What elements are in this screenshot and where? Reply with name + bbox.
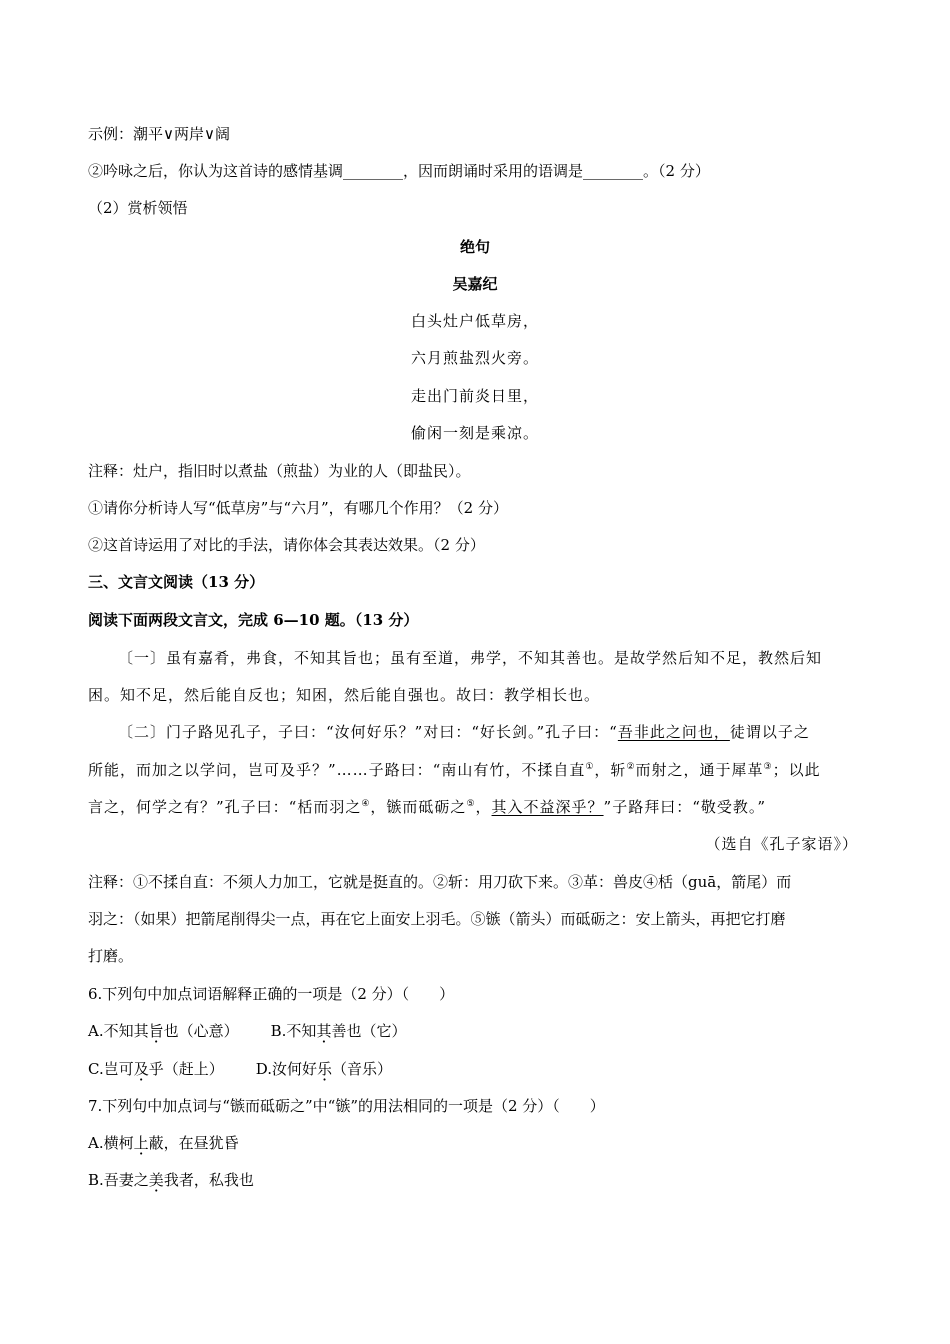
poem-author: 吴嘉纪: [452, 275, 498, 293]
poem-question-1: ①请你分析诗人写“低草房”与“六月”，有哪几个作用？（2 分）: [88, 499, 508, 517]
question-6-options-cd: [88, 1059, 392, 1079]
question-7-stem: 7.下列句中加点词与“镞而砥砺之”中“镞”的用法相同的一项是（2 分）（ ）: [88, 1097, 605, 1115]
question-6-stem: 6.下列句中加点词语解释正确的一项是（2 分）（ ）: [88, 985, 455, 1003]
poem-title: 绝句: [459, 238, 490, 256]
passage-note: 打磨。: [88, 947, 134, 965]
section-appreciation: （2）赏析领悟: [88, 199, 188, 217]
poem-line: 白头灶户低草房，: [410, 312, 539, 330]
poem-note: 注释：灶户，指旧时以煮盐（煎盐）为业的人（即盐民）。: [88, 462, 471, 480]
underlined-sentence: 其入不益深乎？: [491, 798, 604, 816]
question-6-options-ab: [88, 1021, 406, 1041]
reading-instruction: 阅读下面两段文言文，完成 6—10 题。（13 分）: [88, 611, 419, 629]
source-citation: （选自《孔子家语》）: [705, 835, 858, 853]
option-d: D.汝何好乐（音乐）: [255, 1060, 393, 1078]
option-b: B.不知其善也（它）: [270, 1022, 407, 1040]
example-line: 示例：潮平∨两岸∨阔: [88, 125, 230, 143]
passage1-line: 困。知不足，然后能自反也；知困，然后能自强也。故曰：教学相长也。: [88, 686, 601, 704]
passage1-line: 〔一〕虽有嘉肴，弗食，不知其旨也；虽有至道，弗学，不知其善也。是故学然后知不足，教然后知: [118, 649, 823, 667]
section-heading: 三、文言文阅读（13 分）: [88, 573, 265, 591]
question-tone: ②吟咏之后，你认为这首诗的感情基调________，因而朗诵时采用的语调是________。（2 分）: [88, 162, 710, 180]
option-c: C.岂可及乎（赶上）: [88, 1060, 224, 1078]
passage-note: 注释：①不揉自直：不须人力加工，它就是挺直的。②斩：用刀砍下来。③革：兽皮④栝（guā，箭尾）而: [88, 873, 792, 891]
poem-line: 偷闲一刻是乘凉。: [410, 424, 539, 442]
passage2-line: 〔二〕门子路见孔子，子曰：“汝何好乐？”对曰：“好长剑。”孔子曰：“吾非此之问也，徒谓以子之: [118, 723, 810, 741]
passage2-line: 言之，何学之有？”孔子曰：“栝而羽之④，镞而砥砺之⑤，其入不益深乎？”子路拜曰：“敬受教。”: [88, 798, 767, 816]
question-7-option-b: B.吾妻之美我者，私我也: [88, 1171, 254, 1189]
passage-note: 羽之：（如果）把箭尾削得尖一点，再在它上面安上羽毛。⑤镞（箭头）而砥砺之：安上箭头，再把它打磨: [88, 910, 786, 928]
poem-line: 六月煎盐烈火旁。: [410, 349, 539, 367]
poem-line: 走出门前炎日里，: [410, 387, 539, 405]
underlined-sentence: 吾非此之问也，: [617, 723, 730, 741]
poem-question-2: ②这首诗运用了对比的手法，请你体会其表达效果。（2 分）: [88, 536, 485, 554]
option-a: A.不知其旨也（心意）: [88, 1022, 239, 1040]
passage2-line: 所能，而加之以学问，岂可及乎？”……子路曰：“南山有竹，不揉自直①，斩②而射之，通于犀革③；以此: [88, 761, 821, 779]
question-7-option-a: A.横柯上蔽，在昼犹昏: [88, 1134, 239, 1152]
